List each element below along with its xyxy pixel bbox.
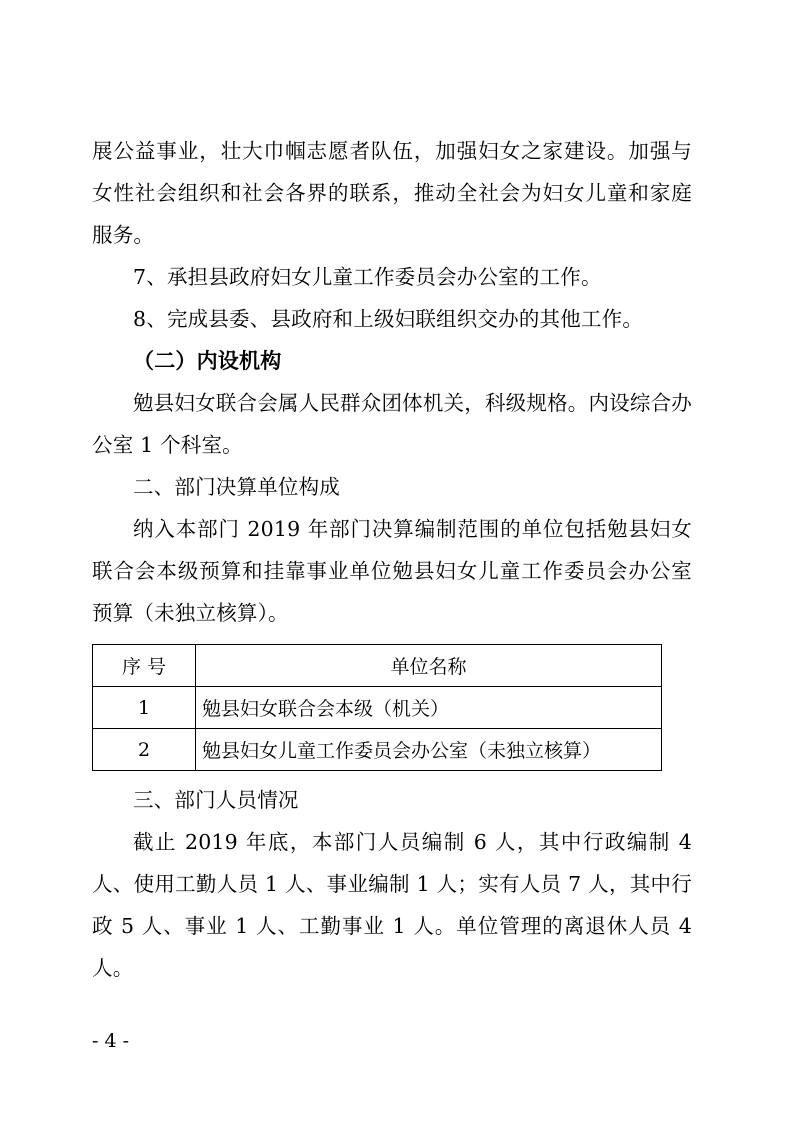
paragraph-item-8: 8、完成县委、县政府和上级妇联组织交办的其他工作。 (133, 307, 644, 331)
column-header-unit-name: 单位名称 (196, 645, 662, 687)
paragraph-personnel-detail: 截止 2019 年底，本部门人员编制 6 人，其中行政编制 4 人、使用工勤人员 1 人、事业编制 1 人；实有人员 7 人，其中行政 5 人、事业 1 人、工勤事业 1 人。单位管理的离退休人员 4 人。 (92, 830, 692, 980)
units-table-body (93, 687, 662, 771)
table-row (93, 645, 662, 687)
table-row (93, 729, 662, 771)
page-number: - 4 - (92, 1030, 130, 1052)
units-table-header (93, 645, 662, 687)
document-body (92, 130, 692, 989)
units-table (92, 644, 662, 771)
cell-no: 1 (93, 687, 196, 729)
paragraph-organization-description: 勉县妇女联合会属人民群众团体机关，科级规格。内设综合办公室 1 个科室。 (92, 391, 692, 457)
paragraph-unit-scope: 纳入本部门 2019 年部门决算编制范围的单位包括勉县妇女联合会本级预算和挂靠事业单位勉县妇女儿童工作委员会办公室预算（未独立核算）。 (92, 517, 692, 625)
section-heading-internal-organization: （二）内设机构 (133, 349, 282, 373)
cell-unit-name: 勉县妇女儿童工作委员会办公室（未独立核算） (196, 729, 662, 771)
paragraph-item-7: 7、承担县政府妇女儿童工作委员会办公室的工作。 (133, 265, 602, 289)
cell-unit-name: 勉县妇女联合会本级（机关） (196, 687, 662, 729)
section-heading-personnel: 三、部门人员情况 (133, 788, 299, 812)
paragraph-continuation: 展公益事业，壮大巾帼志愿者队伍，加强妇女之家建设。加强与女性社会组织和社会各界的联系，推动全社会为妇女儿童和家庭服务。 (92, 139, 692, 247)
cell-no: 2 (93, 729, 196, 771)
column-header-no: 序 号 (93, 645, 196, 687)
table-row (93, 687, 662, 729)
section-heading-unit-composition: 二、部门决算单位构成 (133, 475, 340, 499)
